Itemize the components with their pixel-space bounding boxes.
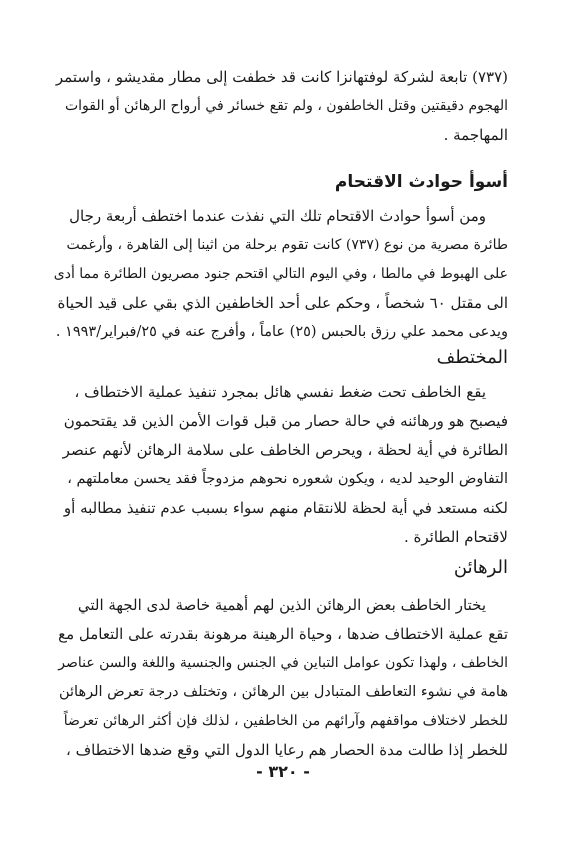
paragraph-line: للخطر لاختلاف مواقفهم وآرائهم من الخاطفين ، لذلك فإن أكثر الرهائن تعرضاً: [63, 713, 508, 729]
paragraph-line: فيصبح هو ورهائنه في حالة حصار من قبل قوات الأمن الذين قد يقتحمون: [63, 412, 508, 430]
worst-raids-paragraph: [53, 202, 508, 347]
paragraph-line: المهاجمة .: [443, 126, 508, 144]
paragraph-line: على الهبوط في مالطا ، وفي اليوم التالي اقتحم جنود مصريون الطائرة مما أدى: [53, 266, 508, 282]
page-number: - ٣٢٠ -: [256, 762, 310, 781]
paragraph-line: يختار الخاطف بعض الرهائن الذين لهم أهمية خاصة لدى الجهة التي: [77, 596, 486, 614]
paragraph-line: الخاطف ، ولهذا تكون عوامل التباين في الجنس والجنسية واللغة والسن عناصر: [58, 655, 508, 671]
paragraph-line: التفاوض الوحيد لديه ، ويكون شعوره نحوهم مزدوجاً فقد يحسن معاملتهم ،: [67, 471, 508, 487]
paragraph-line: للخطر إذا طالت مدة الحصار هم رعايا الدول التي وقع ضدها الاختطاف ،: [65, 741, 508, 759]
paragraph-line: يقع الخاطف تحت ضغط نفسي هائل بمجرد تنفيذ عملية الاختطاف ،: [74, 383, 486, 401]
hijacker-paragraph: [53, 378, 508, 552]
paragraph-line: طائرة مصرية من نوع (٧٣٧) كانت تقوم برحلة من اثينا إلى القاهرة ، وأرغمت: [66, 237, 508, 253]
paragraph-line: لكنه مستعد في أية لحظة للانتقام منهم سواء بسبب عدم تنفيذ مطالبه أو: [63, 499, 508, 517]
paragraph-line: الهجوم دقيقتين وقتل الخاطفون ، ولم تقع خسائر في أرواح الرهائن أو القوات: [64, 98, 508, 114]
paragraph-line: الطائرة في أية لحظة ، ويحرص الخاطف على سلامة الرهائن لأنهم عنصر: [62, 441, 508, 459]
paragraph-line: ومن أسوأ حوادث الاقتحام تلك التي نفذت عندما اختطف أربعة رجال: [69, 207, 486, 225]
section-heading-hijacker: المختطف: [436, 347, 508, 368]
paragraph-line: لاقتحام الطائرة .: [403, 528, 508, 546]
paragraph-line: تقع عملية الاختطاف ضدها ، وحياة الرهينة مرهونة بقدرته على التعامل مع: [58, 625, 508, 643]
section-heading-hostages: الرهائن: [453, 557, 508, 578]
section-heading-worst-raids: أسوأ حوادث الاقتحام: [334, 172, 508, 192]
hostages-paragraph: [53, 591, 508, 765]
intro-paragraph: [53, 63, 508, 150]
paragraph-line: هامة في نشوء التعاطف المتبادل بين الرهائن ، وتختلف درجة تعرض الرهائن: [58, 684, 508, 700]
paragraph-line: ويدعى محمد علي رزق بالحبس (٢٥) عاماً ، وأفرج عنه في ٢٥/فبراير/١٩٩٣ .: [55, 324, 508, 340]
paragraph-line: (٧٣٧) تابعة لشركة لوفتهانزا كانت قد خطفت إلى مطار مقديشو ، واستمر: [55, 68, 508, 86]
paragraph-line: الى مقتل ٦٠ شخصاً ، وحكم على أحد الخاطفين الذي بقي على قيد الحياة: [57, 294, 508, 312]
